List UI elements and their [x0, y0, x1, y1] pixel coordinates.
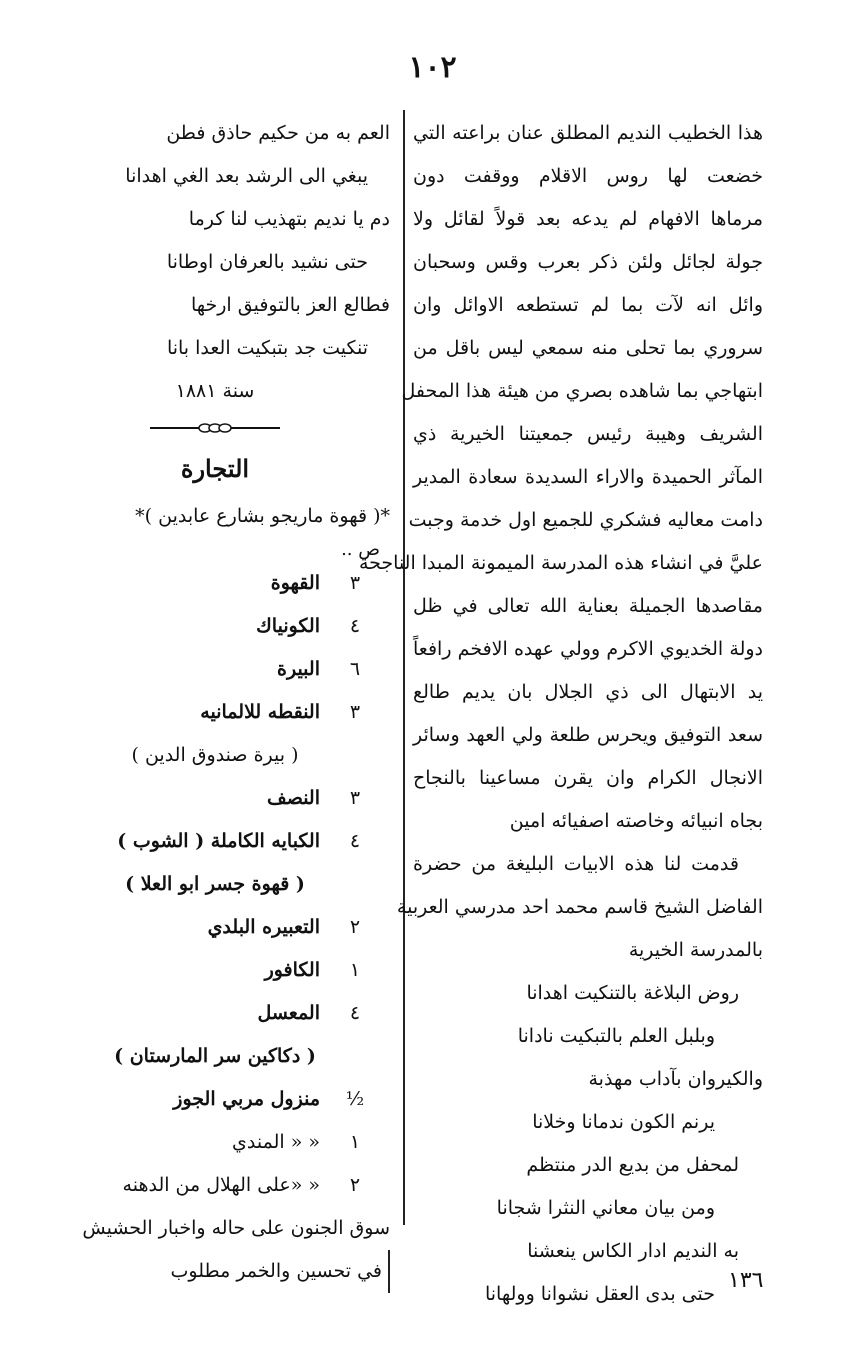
closing-line: في تحسين والخمر مطلوب — [40, 1250, 390, 1293]
text-line: عليَّ في انشاء هذه المدرسة الميمونة المبدا الناجحة — [358, 552, 763, 574]
price-value: ١ — [349, 1131, 361, 1153]
price-item: الكبايه الكاملة ( الشوب ) — [117, 830, 320, 852]
price-item: « « المندي — [232, 1131, 320, 1153]
price-item: منزول مربي الجوز — [173, 1088, 320, 1110]
page-number-top: ١٠٢ — [408, 50, 457, 85]
price-item: المعسل — [257, 1002, 320, 1024]
poem-line: لمحفل من بديع الدر منتظم — [526, 1154, 739, 1176]
price-item: البيرة — [277, 658, 320, 680]
ornament-icon — [150, 421, 280, 435]
price-item: القهوة — [270, 572, 320, 594]
poem-line: العم به من حكيم حاذق فطن — [166, 122, 390, 144]
text-line: الشريف وهيبة رئيس جمعيتنا الخيرية ذي — [413, 423, 763, 445]
text-line: سروري بما تحلى منه سمعي ليس باقل من — [413, 337, 763, 359]
price-value: ٦ — [349, 658, 361, 680]
price-item: التعبيره البلدي — [207, 916, 320, 938]
text-line: بجاه انبيائه وخاصته اصفيائه امين — [509, 810, 763, 832]
ornament-divider — [40, 413, 390, 443]
price-row — [40, 1164, 390, 1207]
text-line: الفاضل الشيخ قاسم محمد احد مدرسي العربية — [396, 896, 763, 918]
poem-line: فطالع العز بالتوفيق ارخها — [190, 294, 390, 316]
price-value: ½ — [345, 1088, 365, 1110]
section-title: التجارة — [180, 454, 250, 483]
poem-line: تنكيت جد بتبكيت العدا بانا — [166, 337, 368, 359]
closing-line: سوق الجنون على حاله واخبار الحشيش — [82, 1217, 390, 1239]
price-row — [40, 691, 390, 734]
left-column — [40, 112, 390, 1293]
price-row — [40, 820, 390, 863]
price-value: ٣ — [349, 572, 361, 594]
poem-line: دم يا نديم بتهذيب لنا كرما — [188, 208, 390, 230]
poem-line: به النديم ادار الكاس ينعشنا — [527, 1240, 739, 1262]
right-column — [358, 112, 763, 1316]
text-line: جولة لجائل ولئن ذكر بعرب وقس وسحبان — [413, 251, 763, 273]
price-row — [40, 1078, 390, 1121]
price-value: ٤ — [349, 830, 361, 852]
price-item: النقطه للالمانيه — [200, 701, 320, 723]
poem-line: حتى نشيد بالعرفان اوطانا — [166, 251, 368, 273]
text-line: ابتهاجي بما شاهده بصري من هيئة هذا المحفل — [401, 380, 763, 402]
section-subtitle: *( قهوة ماريجو بشارع عابدين )* — [135, 505, 390, 527]
price-value: ٣ — [349, 787, 361, 809]
price-row — [40, 605, 390, 648]
price-row — [40, 777, 390, 820]
price-value: ٢ — [349, 916, 361, 938]
text-line: مرماها الافهام لم يدعه بعد قولاً لقائل ولا — [413, 208, 763, 230]
price-item: « «على الهلال من الدهنه — [122, 1174, 320, 1196]
poem-line: روض البلاغة بالتنكيت اهدانا — [526, 982, 739, 1004]
text-line: يد الابتهال الى ذي الجلال بان يديم طالع — [413, 681, 763, 703]
column-marker: ص .. — [341, 539, 380, 560]
text-line: دولة الخديوي الاكرم وولي عهده الافخم رافعاً — [413, 638, 763, 660]
text-line: دامت معاليه فشكري للجميع اول خدمة وجبت — [408, 509, 763, 531]
price-value: ١ — [349, 959, 361, 981]
group-heading: ( بيرة صندوق الدين ) — [131, 744, 299, 766]
poem-line: وبلبل العلم بالتبكيت نادانا — [517, 1025, 715, 1047]
column-divider — [403, 110, 405, 1225]
page-number-bottom: ١٣٦ — [728, 1268, 764, 1293]
price-row — [40, 562, 390, 605]
year-line: سنة ١٨٨١ — [175, 380, 255, 402]
price-item: الكافور — [264, 959, 320, 981]
poem-line: ومن بيان معاني النثرا شجانا — [496, 1197, 715, 1219]
price-row — [40, 949, 390, 992]
text-line: سعد التوفيق ويحرس طلعة ولي العهد وسائر — [413, 724, 763, 746]
price-row — [40, 992, 390, 1035]
price-value: ٤ — [349, 1002, 361, 1024]
text-line: الانجال الكرام وان يقرن مساعينا بالنجاح — [413, 767, 763, 789]
poem-line: يبغي الى الرشد بعد الغي اهدانا — [125, 165, 368, 187]
price-value: ٣ — [349, 701, 361, 723]
price-item: النصف — [267, 787, 320, 809]
text-line: مقاصدها الجميلة بعناية الله تعالى في ظل — [413, 595, 763, 617]
price-row — [40, 906, 390, 949]
poem-line: يرنم الكون ندمانا وخلانا — [532, 1111, 715, 1133]
text-line: خضعت لها روس الاقلام ووقفت دون — [413, 165, 763, 187]
group-heading: ( قهوة جسر ابو العلا ) — [125, 873, 305, 895]
price-item: الكونياك — [256, 615, 320, 637]
price-row — [40, 1121, 390, 1164]
text-line: وائل انه لآت بما لم تستطعه الاوائل وان — [413, 294, 763, 316]
text-line: بالمدرسة الخيرية — [628, 939, 763, 961]
text-line: قدمت لنا هذه الابيات البليغة من حضرة — [413, 853, 739, 875]
poem-line: والكيروان بآداب مهذبة — [588, 1068, 763, 1090]
price-value: ٢ — [349, 1174, 361, 1196]
text-line: هذا الخطيب النديم المطلق عنان براعته التي — [413, 122, 763, 144]
poem-line: حتى بدى العقل نشوانا وولهانا — [484, 1283, 715, 1305]
price-row — [40, 648, 390, 691]
group-heading: ( دكاكين سر المارستان ) — [114, 1045, 316, 1067]
price-value: ٤ — [349, 615, 361, 637]
text-line: المآثر الحميدة والاراء السديدة سعادة المدير — [413, 466, 763, 488]
